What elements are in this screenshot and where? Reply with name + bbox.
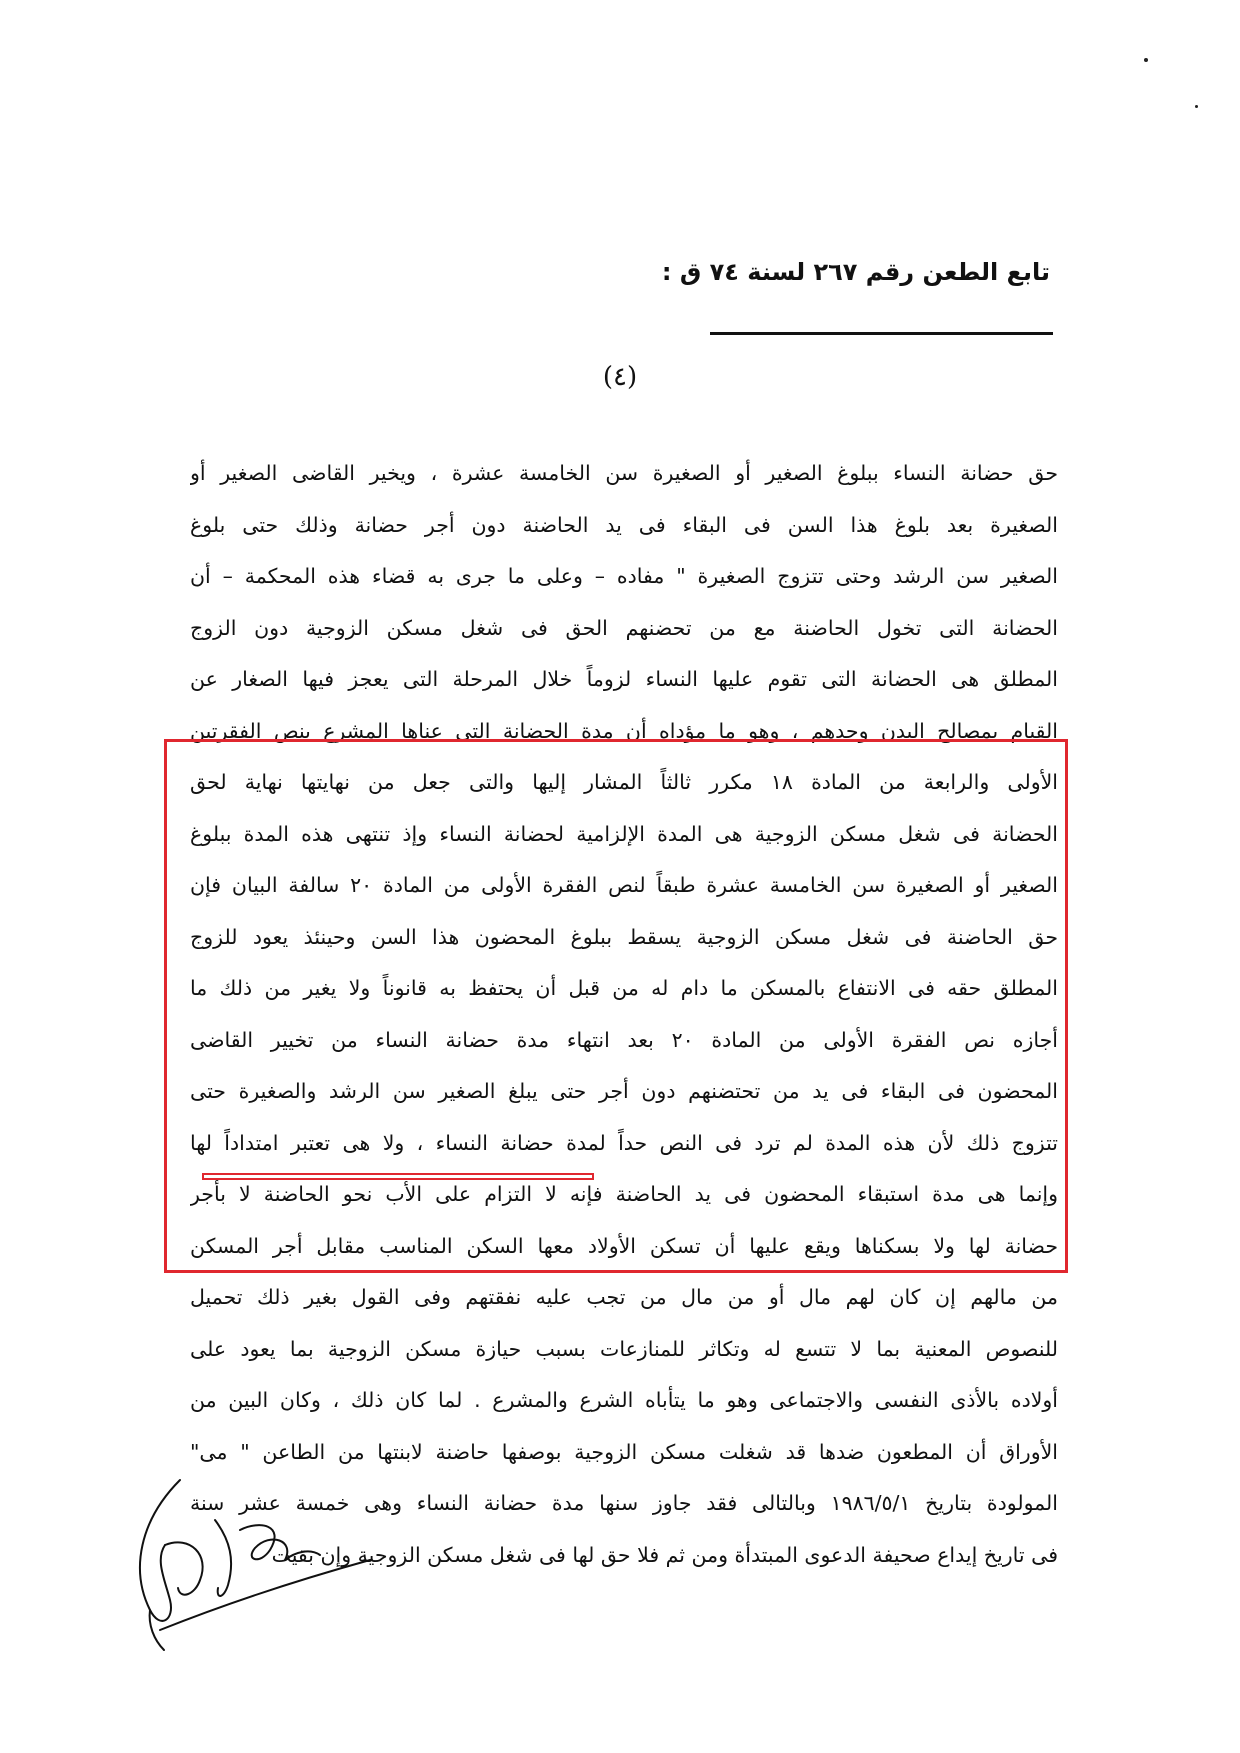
body-line: حضانة لها ولا بسكناها ويقع عليها أن تسكن الأولاد معها السكن المناسب مقابل أجر المسكن xyxy=(190,1233,1058,1258)
header-rule xyxy=(710,332,1053,335)
body-line: القيام بمصالح البدن وحدهم ، وهو ما مؤداه أن مدة الحضانة التى عناها المشرع بنص الفقرتين xyxy=(190,718,1058,743)
body-line: المطلق هى الحضانة التى تقوم عليها النساء لزوماً خلال المرحلة التى يعجز فيها الصغار عن xyxy=(190,667,1058,691)
body-line: المطلق حقه فى الانتفاع بالمسكن ما دام له من قبل أن يحتفظ به قانوناً ولا يغير من ذلك ما xyxy=(190,976,1058,1000)
page-number: (٤) xyxy=(602,362,638,392)
body-line: الأولى والرابعة من المادة ١٨ مكرر ثالثاً المشار إليها والتى جعل من نهايتها نهاية لحق xyxy=(190,770,1058,794)
body-line: حق حضانة النساء ببلوغ الصغير أو الصغيرة سن الخامسة عشرة ، ويخير القاضى الصغير أو xyxy=(190,461,1058,485)
body-line: وإنما هى مدة استبقاء المحضون فى يد الحاضنة فإنه لا التزام على الأب نحو الحاضنة لا بأجر xyxy=(190,1182,1058,1206)
body-line: أولاده بالأذى النفسى والاجتماعى وهو ما يتأباه الشرع والمشرع . لما كان ذلك ، وكان البين من xyxy=(190,1388,1058,1412)
highlight-box xyxy=(164,739,1068,1273)
body-line: الصغيرة بعد بلوغ هذا السن فى البقاء فى يد الحاضنة دون أجر حضانة وذلك حتى بلوغ xyxy=(190,512,1058,537)
scan-speck xyxy=(1195,105,1198,108)
body-line: الحضانة فى شغل مسكن الزوجية هى المدة الإلزامية لحضانة النساء وإذ تنتهى هذه المدة ببلوغ xyxy=(190,821,1058,846)
signature xyxy=(120,1460,380,1660)
body-line: المولودة بتاريخ ١٩٨٦/٥/١ وبالتالى فقد جاوز سنها مدة حضانة النساء وهى خمسة عشر سنة xyxy=(190,1491,1058,1515)
body-line: الحضانة التى تخول الحاضنة مع من تحضنهم الحق فى شغل مسكن الزوجية دون الزوج xyxy=(190,615,1058,640)
body-line: فى تاريخ إيداع صحيفة الدعوى المبتدأة ومن ثم فلا حق لها فى شغل مسكن الزوجية وإن بقيت xyxy=(271,1542,1058,1567)
body-line: الأوراق أن المطعون ضدها قد شغلت مسكن الزوجية بوصفها حاضنة لابنتها من الطاعن " مى" xyxy=(190,1439,1058,1464)
body-line: من مالهم إن كان لهم مال أو من مال من تجب عليه نفقتهم وفى القول بغير ذلك تحميل xyxy=(190,1285,1058,1309)
body-line: الصغير أو الصغيرة سن الخامسة عشرة طبقاً لنص الفقرة الأولى من المادة ٢٠ سالفة البيان فإن xyxy=(190,873,1058,897)
body-line: للنصوص المعنية بما لا تتسع له وتكاثر للمنازعات بسبب حيازة مسكن الزوجية بما يعود على xyxy=(190,1336,1058,1361)
scan-speck xyxy=(1144,58,1148,62)
underline-mark xyxy=(202,1173,594,1180)
body-line: تتزوج ذلك لأن هذه المدة لم ترد فى النص حداً لمدة حضانة النساء ، ولا هى تعتبر امتداداً لها xyxy=(190,1130,1058,1155)
body-line: المحضون فى البقاء فى يد من تحتضنهم دون أجر حتى يبلغ الصغير سن الرشد والصغيرة حتى xyxy=(190,1079,1058,1103)
body-line: حق الحاضنة فى شغل مسكن الزوجية يسقط ببلوغ المحضون هذا السن وحينئذ يعود للزوج xyxy=(190,924,1058,949)
document-header: تابع الطعن رقم ٢٦٧ لسنة ٧٤ ق : xyxy=(661,258,1050,286)
body-line: أجازه نص الفقرة الأولى من المادة ٢٠ بعد انتهاء مدة حضانة النساء من تخيير القاضى xyxy=(190,1027,1058,1052)
body-line: الصغير سن الرشد وحتى تتزوج الصغيرة " مفاده – وعلى ما جرى به قضاء هذه المحكمة – أن xyxy=(190,564,1058,588)
